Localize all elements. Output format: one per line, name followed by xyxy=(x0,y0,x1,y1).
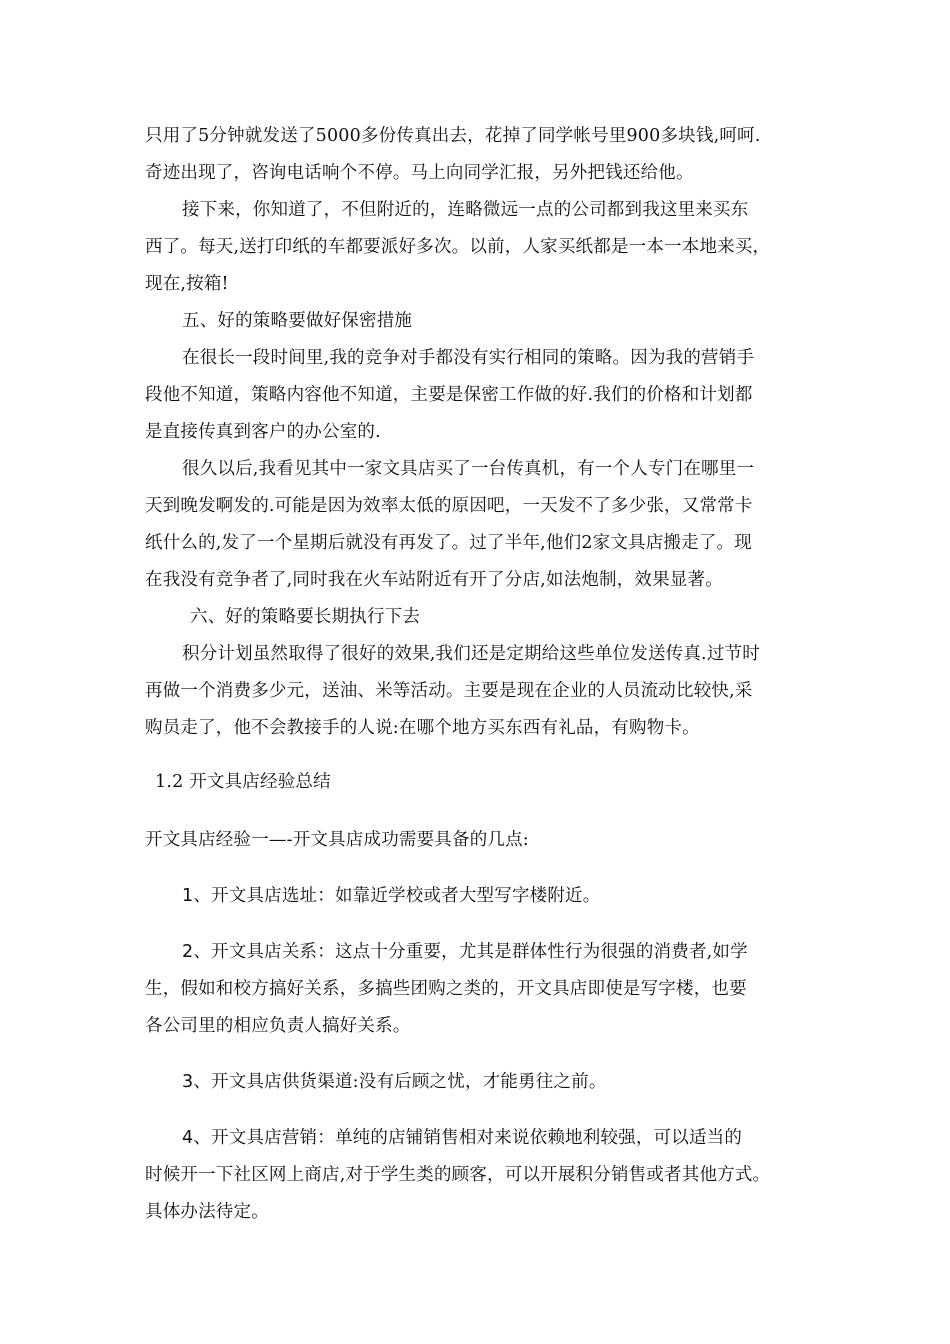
list-item-number: 1 xyxy=(182,886,194,906)
paragraph-line: 纸什么的,发了一个星期后就没有再发了。过了半年,他们2家文具店搬走了。现 xyxy=(145,533,752,553)
list-item xyxy=(182,940,748,964)
list-item-number: 2 xyxy=(182,942,194,962)
subsection-heading: 1.2 开文具店经验总结 xyxy=(155,772,331,792)
paragraph-line: 购员走了，他不会教接手的人说:在哪个地方买东西有礼品，有购物卡。 xyxy=(145,718,700,738)
paragraph-line: 西了。每天,送打印纸的车都要派好多次。以前，人家买纸都是一本一本地来买， xyxy=(145,237,771,257)
paragraph-line: 现在,按箱! xyxy=(145,274,229,294)
list-item-text: 、开文具店营销：单纯的店铺销售相对来说依赖地利较强，可以适当的 xyxy=(193,1128,743,1148)
paragraph-line: 各公司里的相应负责人搞好关系。 xyxy=(145,1016,411,1036)
list-item-text: 、开文具店选址：如靠近学校或者大型写字楼附近。 xyxy=(193,886,601,906)
list-item xyxy=(182,1070,607,1094)
paragraph-line: 奇迹出现了，咨询电话响个不停。马上向同学汇报，另外把钱还给他。 xyxy=(145,163,694,183)
list-item-number: 4 xyxy=(182,1128,194,1148)
paragraph-line: 只用了5分钟就发送了5000多份传真出去，花掉了同学帐号里900多块钱,呵呵. xyxy=(145,126,761,146)
paragraph-line: 在我没有竞争者了,同时我在火车站附近有开了分店,如法炮制，效果显著。 xyxy=(145,570,723,590)
paragraph-line: 段他不知道，策略内容他不知道，主要是保密工作做的好.我们的价格和计划都 xyxy=(145,385,753,405)
paragraph-line: 具体办法待定。 xyxy=(145,1202,269,1222)
paragraph-line: 积分计划虽然取得了很好的效果,我们还是定期给这些单位发送传真.过节时 xyxy=(182,644,760,664)
paragraph-line: 很久以后,我看见其中一家文具店买了一台传真机，有一个人专门在哪里一 xyxy=(182,459,755,479)
list-item xyxy=(182,1126,742,1150)
list-item-text: 、开文具店供货渠道:没有后顾之忧，才能勇往之前。 xyxy=(193,1072,607,1092)
paragraph-line: 生，假如和校方搞好关系，多搞些团购之类的，开文具店即使是写字楼，也要 xyxy=(145,979,747,999)
section-heading: 六、好的策略要长期执行下去 xyxy=(190,607,421,627)
list-item xyxy=(182,884,600,908)
list-item-text: 、开文具店关系：这点十分重要，尤其是群体性行为很强的消费者,如学 xyxy=(193,942,748,962)
section-heading: 五、好的策略要做好保密措施 xyxy=(182,311,413,331)
intro-line: 开文具店经验一—-开文具店成功需要具备的几点: xyxy=(145,830,529,850)
list-item-number: 3 xyxy=(182,1072,194,1092)
paragraph-line: 时候开一下社区网上商店,对于学生类的顾客，可以开展积分销售或者其他方式。 xyxy=(145,1165,771,1185)
paragraph-line: 在很长一段时间里,我的竞争对手都没有实行相同的策略。因为我的营销手 xyxy=(182,348,755,368)
paragraph-line: 天到晚发啊发的.可能是因为效率太低的原因吧，一天发不了多少张，又常常卡 xyxy=(145,496,753,516)
paragraph-line: 接下来，你知道了，不但附近的，连略微远一点的公司都到我这里来买东 xyxy=(182,200,749,220)
paragraph-line: 是直接传真到客户的办公室的. xyxy=(145,422,381,442)
paragraph-line: 再做一个消费多少元，送油、米等活动。主要是现在企业的人员流动比较快,采 xyxy=(145,681,753,701)
